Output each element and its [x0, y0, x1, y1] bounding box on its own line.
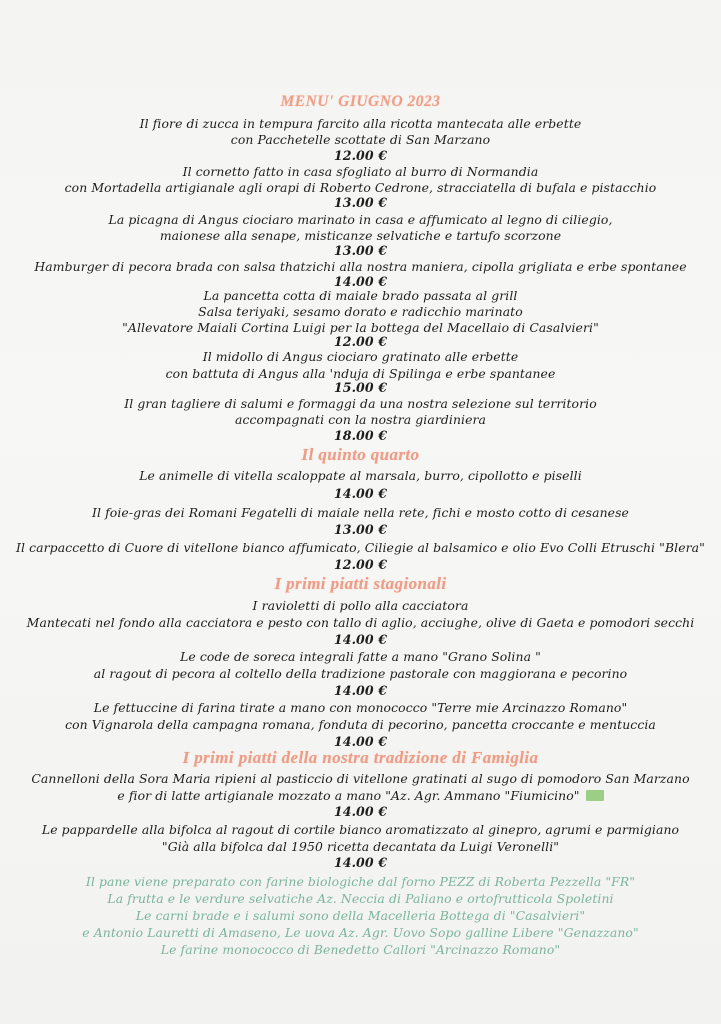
dish-price: 14.00 €	[333, 855, 388, 870]
dish-line: Le code de soreca integrali fatte a mano "Grano Solina "	[180, 649, 541, 664]
dish-price: 12.00 €	[333, 334, 388, 349]
section-title-primi-stagionali: I primi piatti stagionali	[274, 574, 447, 593]
dish-line: al ragout di pecora al coltello della tradizione pastorale con maggiorana e pecorino	[93, 666, 628, 681]
dish-line: con Vignarola della campagna romana, fonduta di pecorino, pancetta croccante e mentuccia	[65, 717, 656, 732]
menu-title: MENU' GIUGNO 2023	[280, 93, 441, 110]
dish-line: Il fiore di zucca in tempura farcito alla ricotta mantecata alle erbette	[139, 116, 582, 131]
dish-price: 14.00 €	[333, 274, 388, 289]
dish-price: 13.00 €	[333, 522, 388, 537]
dish-price: 15.00 €	[333, 380, 388, 395]
dish-price: 12.00 €	[333, 557, 388, 572]
section-title-quinto-quarto: Il quinto quarto	[301, 445, 420, 464]
dish-line: con battuta di Angus alla 'nduja di Spilinga e erbe spantanee	[165, 366, 556, 381]
dish-line: Il midollo di Angus ciociaro gratinato alle erbette	[202, 349, 519, 364]
dish-line: Il gran tagliere di salumi e formaggi da una nostra selezione sul territorio	[124, 396, 597, 411]
dish-line-with-tag	[0, 788, 721, 804]
dish-price: 13.00 €	[333, 243, 388, 258]
green-tag-icon	[586, 790, 604, 801]
dish-line: accompagnati con la nostra giardiniera	[234, 412, 487, 427]
dish-line: "Già alla bifolca dal 1950 ricetta decantata da Luigi Veronelli"	[161, 839, 560, 854]
dish-line: Hamburger di pecora brada con salsa thatzichi alla nostra maniera, cipolla grigliata e erbe spontanee	[34, 259, 687, 274]
dish-line: Il cornetto fatto in casa sfogliato al burro di Normandia	[182, 164, 539, 179]
dish-line: La picagna di Angus ciociaro marinato in casa e affumicato al legno di ciliegio,	[108, 212, 613, 227]
dish-price: 14.00 €	[333, 734, 388, 749]
dish-price: 18.00 €	[333, 428, 388, 443]
dish-price: 12.00 €	[333, 148, 388, 163]
footer-note: e Antonio Lauretti di Amaseno, Le uova Az. Agr. Uovo Sopo galline Libere "Genazzano"	[82, 925, 639, 940]
dish-line: Le fettuccine di farina tirate a mano con monococco "Terre mie Arcinazzo Romano"	[93, 700, 628, 715]
dish-line: La pancetta cotta di maiale brado passata al grill	[203, 288, 518, 303]
dish-line: con Pacchetelle scottate di San Marzano	[230, 132, 491, 147]
dish-line: Il foie-gras dei Romani Fegatelli di maiale nella rete, fichi e mosto cotto di cesanese	[91, 505, 629, 520]
dish-price: 13.00 €	[333, 195, 388, 210]
dish-line: Mantecati nel fondo alla cacciatora e pesto con tallo di aglio, acciughe, olive di Gaeta e pomodori secchi	[26, 615, 695, 630]
dish-line: Salsa teriyaki, sesamo dorato e radicchio marinato	[198, 304, 523, 319]
dish-line: Cannelloni della Sora Maria ripieni al pasticcio di vitellone gratinati al sugo di pomodoro San Marzano	[31, 771, 690, 786]
dish-line: "Allevatore Maiali Cortina Luigi per la bottega del Macellaio di Casalvieri"	[122, 320, 599, 335]
dish-price: 14.00 €	[333, 804, 388, 819]
dish-price: 14.00 €	[333, 683, 388, 698]
dish-price: 14.00 €	[333, 632, 388, 647]
dish-price: 14.00 €	[333, 486, 388, 501]
footer-note: Il pane viene preparato con farine biologiche dal forno PEZZ di Roberta Pezzella "FR"	[85, 874, 636, 889]
dish-line: Le animelle di vitella scaloppate al marsala, burro, cipollotto e piselli	[139, 468, 582, 483]
footer-note: Le farine monococco di Benedetto Callori "Arcinazzo Romano"	[160, 942, 561, 957]
section-title-tradizione-famiglia: I primi piatti della nostra tradizione di Famiglia	[182, 748, 539, 767]
footer-note: La frutta e le verdure selvatiche Az. Neccia di Paliano e ortofrutticola Spoletini	[107, 891, 614, 906]
dish-line: e fior di latte artigianale mozzato a mano "Az. Agr. Ammano "Fiumicino"	[117, 788, 580, 803]
dish-line: con Mortadella artigianale agli orapi di Roberto Cedrone, stracciatella di bufala e pistacchio	[64, 180, 657, 195]
dish-line: Il carpaccetto di Cuore di vitellone bianco affumicato, Ciliegie al balsamico e olio Evo Colli Etruschi "Blera"	[16, 540, 705, 555]
footer-note: Le carni brade e i salumi sono della Macelleria Bottega di "Casalvieri"	[135, 908, 586, 923]
dish-line: maionese alla senape, misticanze selvatiche e tartufo scorzone	[159, 228, 562, 243]
dish-line: Le pappardelle alla bifolca al ragout di cortile bianco aromatizzato al ginepro, agrumi e parmigiano	[41, 822, 680, 837]
dish-line: I ravioletti di pollo alla cacciatora	[252, 598, 469, 613]
